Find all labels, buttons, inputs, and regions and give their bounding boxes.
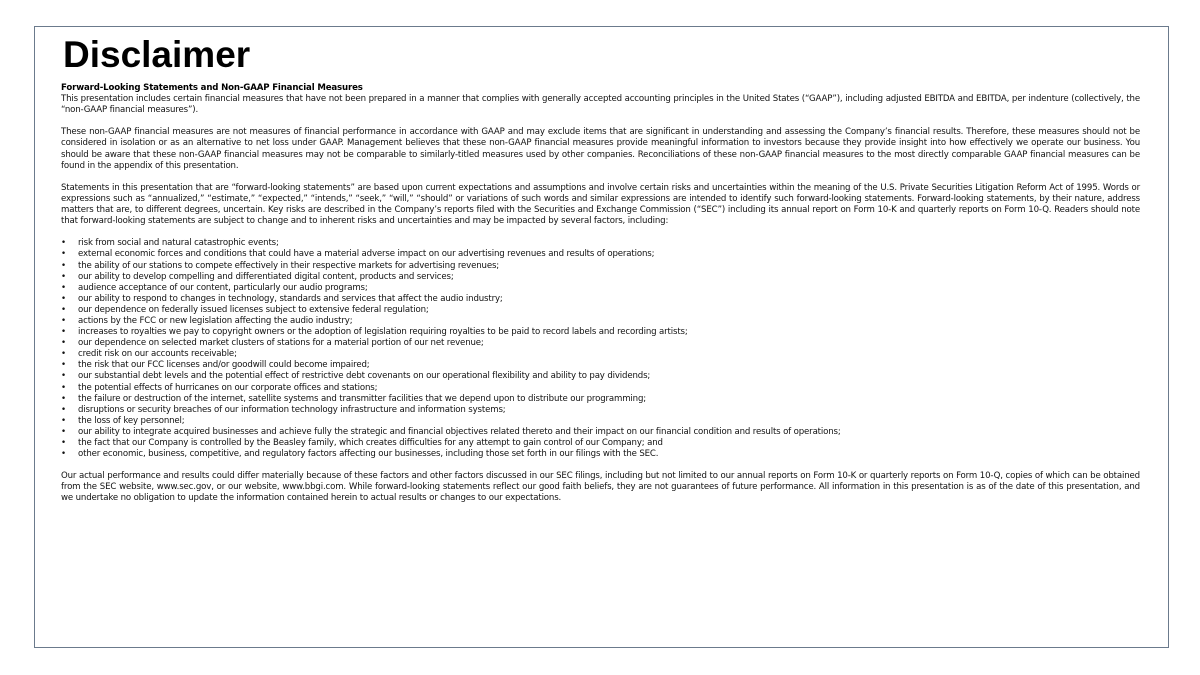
risk-factors-list xyxy=(61,238,1140,460)
spacer xyxy=(61,227,1140,238)
bullet-icon: • xyxy=(61,360,66,371)
bullet-icon: • xyxy=(61,327,66,338)
paragraph-non-gaap-caveat: These non-GAAP financial measures are not measures of financial performance in accordance with GAAP and may exclude items that are significant in understanding and assessing the Company’s financial results. Therefore, these measures should not be considered in isolation or as an alternative to net loss under GAAP. Management believes that these non-GAAP financial measures provide meaningful information to investors because they provide insight into how effectively we operate our business. You should be aware that these non-GAAP financial measures may not be comparable to similarly-titled measures used by other companies. Reconciliations of these non-GAAP financial measures to the most directly comparable GAAP financial measures can be found in the appendix of this presentation. xyxy=(61,127,1140,171)
risk-factor-text: the ability of our stations to compete effectively in their respective markets for advertising revenues; xyxy=(78,260,500,271)
risk-factor-text: the fact that our Company is controlled by the Beasley family, which creates difficulties for any attempt to gain control of our Company; and xyxy=(78,438,663,448)
bullet-icon: • xyxy=(61,426,66,437)
risk-factor-text: increases to royalties we pay to copyright owners or the adoption of legislation requiring royalties to be paid to record labels and recording artists; xyxy=(78,327,688,338)
risk-factor-item xyxy=(61,416,1140,427)
bullet-icon: • xyxy=(61,404,66,415)
risk-factor-item xyxy=(61,405,1140,416)
bullet-icon: • xyxy=(61,415,66,426)
risk-factor-item xyxy=(61,305,1140,316)
bullet-icon: • xyxy=(61,238,66,249)
risk-factor-item xyxy=(61,283,1140,294)
risk-factor-text: our dependence on selected market clusters of stations for a material portion of our net revenue; xyxy=(78,338,484,349)
risk-factor-item xyxy=(61,338,1140,349)
risk-factor-text: our dependence on federally issued licenses subject to extensive federal regulation; xyxy=(78,304,429,315)
risk-factor-text: our ability to develop compelling and differentiated digital content, products and services; xyxy=(78,271,454,282)
spacer xyxy=(61,460,1140,471)
bullet-icon: • xyxy=(61,260,66,271)
risk-factor-text: the loss of key personnel; xyxy=(78,415,185,426)
slide-title: Disclaimer xyxy=(63,34,251,75)
bullet-icon: • xyxy=(61,293,66,304)
risk-factor-text: disruptions or security breaches of our information technology infrastructure and information systems; xyxy=(78,404,506,415)
bullet-icon: • xyxy=(61,338,66,349)
section-heading: Forward-Looking Statements and Non-GAAP Financial Measures xyxy=(61,83,363,93)
risk-factor-item xyxy=(61,427,1140,438)
bullet-icon: • xyxy=(61,382,66,393)
paragraph-forward-looking: Statements in this presentation that are “forward-looking statements” are based upon current expectations and assumptions and involve certain risks and uncertainties within the meaning of the U.S. Private Securities Litigation Reform Act of 1995. Words or expressions such as “annualized,” “estimate,” “expected,” “intends,” “seek,” “will,” “should” or variations of such words and similar expressions are intended to identify such forward-looking statements. Forward-looking statements, by their nature, address matters that are, to different degrees, uncertain. Key risks are described in the Company’s reports filed with the Securities and Exchange Commission (“SEC”) including its annual report on Form 10-K and quarterly reports on Form 10-Q. Readers should note that forward-looking statements are subject to change and to inherent risks and uncertainties and may be impacted by several factors, including: xyxy=(61,182,1140,227)
risk-factor-item xyxy=(61,349,1140,360)
risk-factor-item xyxy=(61,383,1140,394)
bullet-icon: • xyxy=(61,371,66,382)
risk-factor-text: our ability to respond to changes in technology, standards and services that affect the audio industry; xyxy=(78,293,503,304)
risk-factor-text: audience acceptance of our content, particularly our audio programs; xyxy=(78,282,368,293)
risk-factor-item xyxy=(61,249,1140,260)
bullet-icon: • xyxy=(61,349,66,360)
risk-factor-text: our ability to integrate acquired businesses and achieve fully the strategic and financial objectives related thereto and their impact on our financial condition and results of operations; xyxy=(78,426,841,437)
risk-factor-text: external economic forces and conditions that could have a material adverse impact on our advertising revenues and results of operations; xyxy=(78,249,655,260)
risk-factor-text: the failure or destruction of the internet, satellite systems and transmitter facilities that we depend upon to distribute our programming; xyxy=(78,393,647,404)
risk-factor-item xyxy=(61,261,1140,272)
risk-factor-item xyxy=(61,272,1140,283)
bullet-icon: • xyxy=(61,315,66,326)
risk-factor-item xyxy=(61,394,1140,405)
paragraph-closing: Our actual performance and results could differ materially because of these factors and other factors discussed in our SEC filings, including but not limited to our annual reports on Form 10-K or quarterly reports on Form 10-Q, copies of which can be obtained from the SEC website, www.sec.gov, or our website, www.bbgi.com. While forward-looking statements reflect our good faith beliefs, they are not guarantees of future performance. All information in this presentation is as of the date of this presentation, and we undertake no obligation to update the information contained herein to actual results or changes to our expectations. xyxy=(61,471,1140,504)
risk-factor-item xyxy=(61,438,1140,449)
bullet-icon: • xyxy=(61,393,66,404)
spacer xyxy=(61,116,1140,127)
risk-factor-item xyxy=(61,371,1140,382)
bullet-icon: • xyxy=(61,304,66,315)
bullet-icon: • xyxy=(61,438,66,448)
spacer xyxy=(61,172,1140,183)
risk-factor-item xyxy=(61,327,1140,338)
risk-factor-item xyxy=(61,238,1140,249)
risk-factor-item xyxy=(61,360,1140,371)
bullet-icon: • xyxy=(61,271,66,282)
risk-factor-text: the potential effects of hurricanes on our corporate offices and stations; xyxy=(78,382,378,393)
risk-factor-item xyxy=(61,449,1140,460)
risk-factor-item xyxy=(61,316,1140,327)
risk-factor-text: our substantial debt levels and the potential effect of restrictive debt covenants on our operational flexibility and ability to pay dividends; xyxy=(78,371,651,382)
bullet-icon: • xyxy=(61,282,66,293)
risk-factor-item xyxy=(61,294,1140,305)
risk-factor-text: actions by the FCC or new legislation affecting the audio industry; xyxy=(78,315,353,326)
bullet-icon: • xyxy=(61,449,66,460)
risk-factor-text: risk from social and natural catastrophic events; xyxy=(78,238,279,249)
bullet-icon: • xyxy=(61,249,66,260)
paragraph-non-gaap-intro: This presentation includes certain financial measures that have not been prepared in a manner that complies with generally accepted accounting principles in the United States (“GAAP”), including adjusted EBITDA and EBITDA, per indenture (collectively, the “non-GAAP financial measures”). xyxy=(61,94,1140,116)
risk-factor-text: the risk that our FCC licenses and/or goodwill could become impaired; xyxy=(78,360,370,371)
disclaimer-body xyxy=(61,83,1140,505)
risk-factor-text: credit risk on our accounts receivable; xyxy=(78,349,237,360)
risk-factor-text: other economic, business, competitive, and regulatory factors affecting our businesses, including those set forth in our filings with the SEC. xyxy=(78,449,659,460)
